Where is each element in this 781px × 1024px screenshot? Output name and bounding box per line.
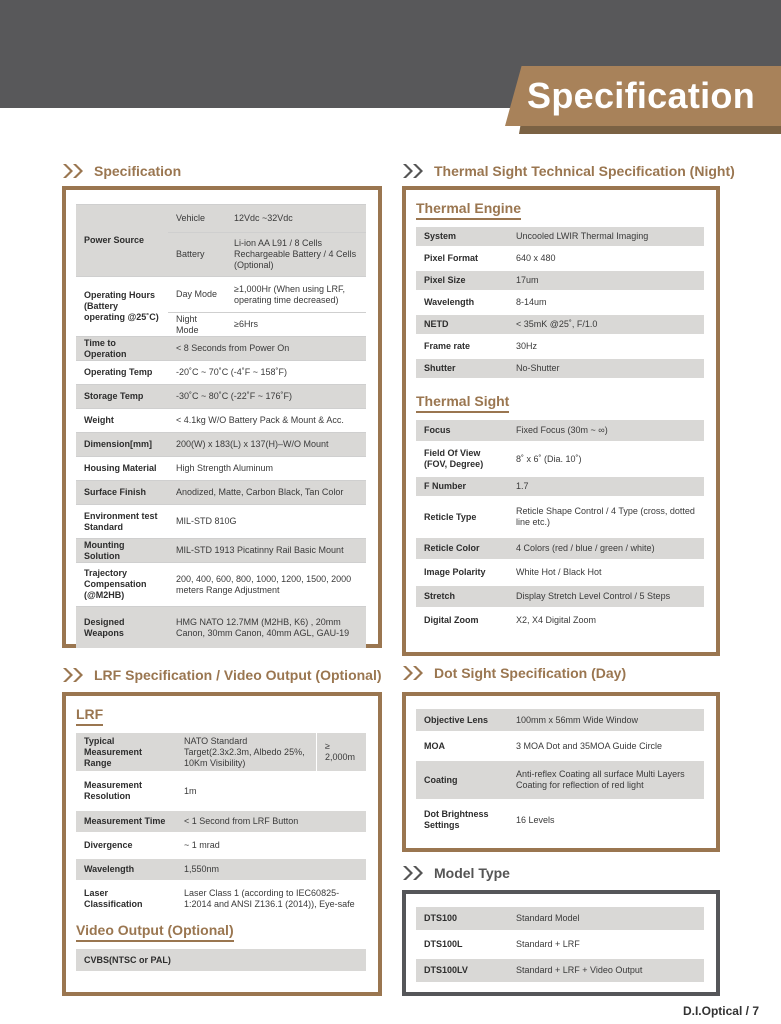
spec-value: Display Stretch Level Control / 5 Steps [508,586,704,607]
spec-key: Storage Temp [76,384,168,408]
thermal-box [402,186,720,656]
spec-key: Reticle Color [416,538,508,559]
spec-subkey: Day Mode [168,276,226,312]
model-box [402,890,720,996]
spec-key: Dot Brightness Settings [416,802,508,838]
spec-value: Anodized, Matte, Carbon Black, Tan Color [168,480,366,504]
spec-key: NETD [416,315,508,334]
spec-key: F Number [416,477,508,496]
double-chevron-icon [402,163,426,179]
spec-value: < 1 Second from LRF Button [176,811,366,832]
spec-subkey: Battery [168,232,226,276]
spec-key: Laser Classification [76,883,176,915]
video-heading: Video Output (Optional) [76,922,234,942]
spec-value: 100mm x 56mm Wide Window [508,709,704,731]
spec-value: MIL-STD 1913 Picatinny Rail Basic Mount [168,538,366,562]
lrf-table [76,730,366,918]
spec-value: Anti-reflex Coating all surface Multi Layers Coating for reflection of red light [508,761,704,799]
spec-key: Wavelength [76,859,176,880]
thermal-sight-heading: Thermal Sight [416,393,509,413]
spec-key: Typical Measurement Range [76,733,176,771]
double-chevron-icon [402,865,426,881]
spec-value: ≥6Hrs [226,312,366,336]
model-key: DTS100L [416,933,508,956]
spec-key: Stretch [416,586,508,607]
spec-value: < 8 Seconds from Power On [168,336,366,360]
page-title: Specification [527,75,755,116]
spec-key: Objective Lens [416,709,508,731]
spec-box [62,186,382,648]
spec-key: Digital Zoom [416,610,508,631]
dot-box [402,692,720,852]
model-key: DTS100LV [416,959,508,982]
spec-value: ≥ 2,000m [316,733,366,771]
spec-value: Laser Class 1 (according to IEC60825-1:2014 and ANSI Z136.1 (2014)), Eye-safe [176,883,366,915]
section-title-label: LRF Specification / Video Output (Optional) [94,667,382,683]
section-title-label: Specification [94,163,182,179]
spec-value: MIL-STD 810G [168,504,366,538]
model-table [416,904,704,985]
model-value: Standard + LRF + Video Output [508,959,704,982]
spec-key: Power Source [76,204,168,276]
spec-value: Li-ion AA L91 / 8 Cells Rechargeable Battery / 4 Cells (Optional) [226,232,366,276]
spec-value: 8-14um [508,293,704,312]
spec-key: MOA [416,734,508,758]
model-value: Standard Model [508,907,704,930]
spec-value: Fixed Focus (30m ~ ∞) [508,420,704,441]
spec-value: NATO Standard Target(2.3x2.3m, Albedo 25%, 10Km Visibility) [176,733,316,771]
spec-value: -20˚C ~ 70˚C (-4˚F ~ 158˚F) [168,360,366,384]
lrf-heading: LRF [76,706,103,726]
spec-key: CVBS(NTSC or PAL) [76,949,366,971]
spec-value: 200(W) x 183(L) x 137(H)–W/O Mount [168,432,366,456]
spec-value: 1,550nm [176,859,366,880]
section-title-dot [402,660,626,686]
spec-key: Trajectory Compensation (@M2HB) [76,562,168,606]
spec-key: Reticle Type [416,499,508,535]
spec-value: 3 MOA Dot and 35MOA Guide Circle [508,734,704,758]
section-title-label: Model Type [434,865,510,881]
spec-key: Dimension[mm] [76,432,168,456]
section-title-label: Dot Sight Specification (Day) [434,665,627,681]
spec-key: Environment test Standard [76,504,168,538]
dot-table [416,706,704,841]
spec-key: Operating Temp [76,360,168,384]
section-title-model [402,860,510,886]
spec-value: 16 Levels [508,802,704,838]
spec-subkey: Night Mode [168,312,226,336]
section-title-thermal [402,158,735,184]
spec-value: < 4.1kg W/O Battery Pack & Mount & Acc. [168,408,366,432]
spec-key: Operating Hours (Battery operating @25˚C) [76,276,168,336]
model-value: Standard + LRF [508,933,704,956]
spec-key: Frame rate [416,337,508,356]
spec-value: < 35mK @25˚, F/1.0 [508,315,704,334]
spec-value: 640 x 480 [508,249,704,268]
spec-key: Coating [416,761,508,799]
section-title-label: Thermal Sight Technical Specification (Night) [434,163,735,179]
spec-key: Designed Weapons [76,606,168,648]
double-chevron-icon [402,665,426,681]
spec-value: No-Shutter [508,359,704,378]
spec-value: 17um [508,271,704,290]
thermal-engine-table [416,224,704,381]
spec-key: Wavelength [416,293,508,312]
spec-key: Divergence [76,835,176,856]
thermal-sight-table [416,417,704,634]
spec-value: ≥1,000Hr (When using LRF, operating time decreased) [226,276,366,312]
spec-key: Focus [416,420,508,441]
spec-value: 8˚ x 6˚ (Dia. 10˚) [508,444,704,474]
spec-key: Pixel Format [416,249,508,268]
spec-key: Field Of View (FOV, Degree) [416,444,508,474]
spec-value: HMG NATO 12.7MM (M2HB, K6) , 20mm Canon, 30mm Canon, 40mm AGL, GAU-19 [168,606,366,648]
spec-key: Weight [76,408,168,432]
spec-key: Pixel Size [416,271,508,290]
spec-key: Surface Finish [76,480,168,504]
video-table [76,946,366,974]
spec-value: 4 Colors (red / blue / green / white) [508,538,704,559]
spec-value: ~ 1 mrad [176,835,366,856]
spec-subkey: Vehicle [168,204,226,232]
spec-key: Measurement Resolution [76,774,176,808]
page-footer: D.I.Optical / 7 [682,1004,759,1018]
double-chevron-icon [62,163,86,179]
section-title-lrf [62,662,382,688]
spec-value: 200, 400, 600, 800, 1000, 1200, 1500, 2000 meters Range Adjustment [168,562,366,606]
spec-key: Housing Material [76,456,168,480]
spec-key: Image Polarity [416,562,508,583]
spec-value: 1m [176,774,366,808]
thermal-engine-heading: Thermal Engine [416,200,521,220]
spec-value: -30˚C ~ 80˚C (-22˚F ~ 176˚F) [168,384,366,408]
spec-key: Shutter [416,359,508,378]
spec-value: White Hot / Black Hot [508,562,704,583]
spec-value: 30Hz [508,337,704,356]
spec-value: 1.7 [508,477,704,496]
spec-value: Reticle Shape Control / 4 Type (cross, dotted line etc.) [508,499,704,535]
spec-value: 12Vdc ~32Vdc [226,204,366,232]
spec-key: Measurement Time [76,811,176,832]
spec-table [76,204,366,648]
spec-key: System [416,227,508,246]
spec-value: Uncooled LWIR Thermal Imaging [508,227,704,246]
spec-key: Time to Operation [76,336,168,360]
lrf-box [62,692,382,996]
spec-value: X2, X4 Digital Zoom [508,610,704,631]
spec-key: Mounting Solution [76,538,168,562]
section-title-spec [62,158,181,184]
double-chevron-icon [62,667,86,683]
spec-value: High Strength Aluminum [168,456,366,480]
model-key: DTS100 [416,907,508,930]
